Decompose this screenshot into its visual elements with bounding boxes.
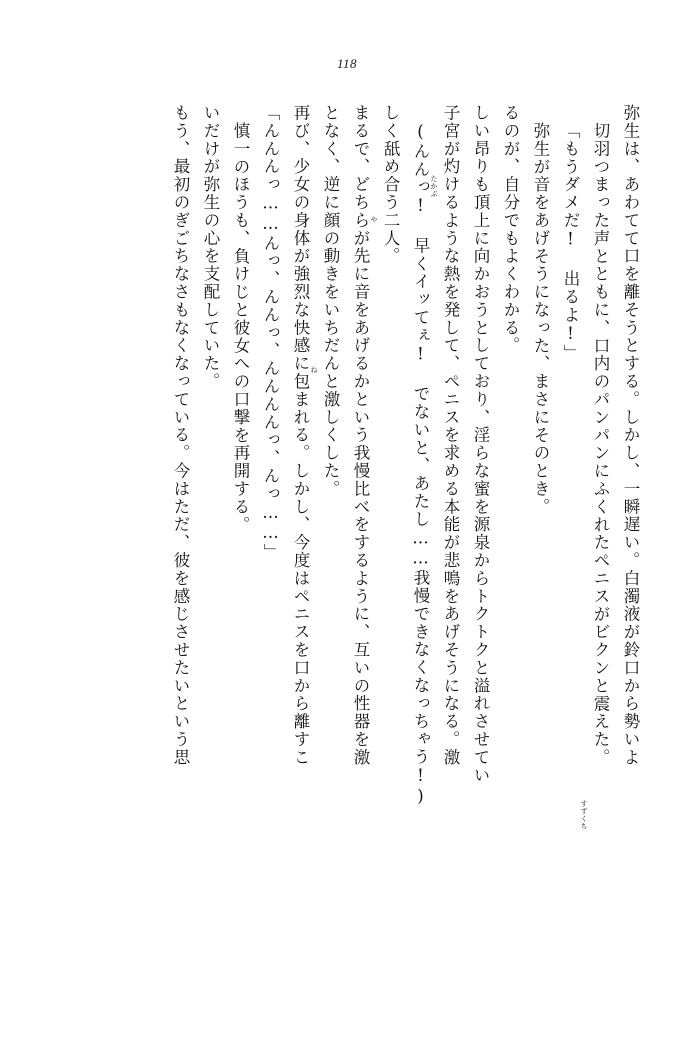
text-line: まるで、どちらが先に音をあげるかという我慢比べをするように、互いの性器を激 bbox=[351, 104, 370, 767]
text-line: 弥生は、あわてて口を離そうとする。しかし、一瞬遅い。白濁液が鈴口から勢いよ bbox=[621, 104, 640, 767]
ruby-annotation: たかぶ bbox=[430, 175, 438, 198]
text-line: いだけが弥生の心を支配していた。 bbox=[201, 104, 220, 391]
text-line: 弥生が音をあげそうになった、まさにそのとき。 bbox=[531, 122, 550, 516]
ruby-annotation: や bbox=[370, 216, 378, 224]
text-line: しい昂りも頂上に向かおうとしており、淫らな蜜を源泉からトクトクと溢れさせてい bbox=[471, 104, 490, 785]
text-line: 「もうダメだ! 出るよ!」 bbox=[561, 122, 580, 363]
page-number: 118 bbox=[336, 56, 358, 71]
text-line: るのが、自分でもよくわかる。 bbox=[501, 104, 520, 355]
text-line: 「んんんっ……んっ、んんっ、んんんんっ、んっ……」 bbox=[261, 104, 280, 562]
text-line: 再び、少女の身体が強烈な快感に包まれる。しかし、今度はペニスを口から離すこ bbox=[291, 104, 310, 767]
text-line: しく舐め合う二人。 bbox=[381, 104, 400, 266]
text-line: となく、逆に顔の動きをいちだんと激しくした。 bbox=[321, 104, 340, 498]
text-line: 慎一のほうも、負けじと彼女への口撃を再開する。 bbox=[231, 122, 250, 534]
text-line: (んんっ! 早くイッてぇ! でないと、あたし……我慢できなくなっちゃう!) bbox=[411, 122, 430, 807]
ruby-annotation: すずくち bbox=[580, 800, 588, 830]
text-line: 子宮が灼けるような熱を発して、ペニスを求める本能が悲鳴をあげそうになる。激 bbox=[441, 104, 460, 767]
vertical-text-body bbox=[158, 104, 638, 964]
text-line: 切羽つまった声とともに、口内のパンパンにふくれたペニスがビクンと震えた。 bbox=[591, 122, 610, 767]
text-line: もう、最初のぎごちなさもなくなっている。今はただ、彼を感じさせたいという思 bbox=[171, 104, 190, 767]
ruby-annotation: ね bbox=[310, 366, 318, 374]
